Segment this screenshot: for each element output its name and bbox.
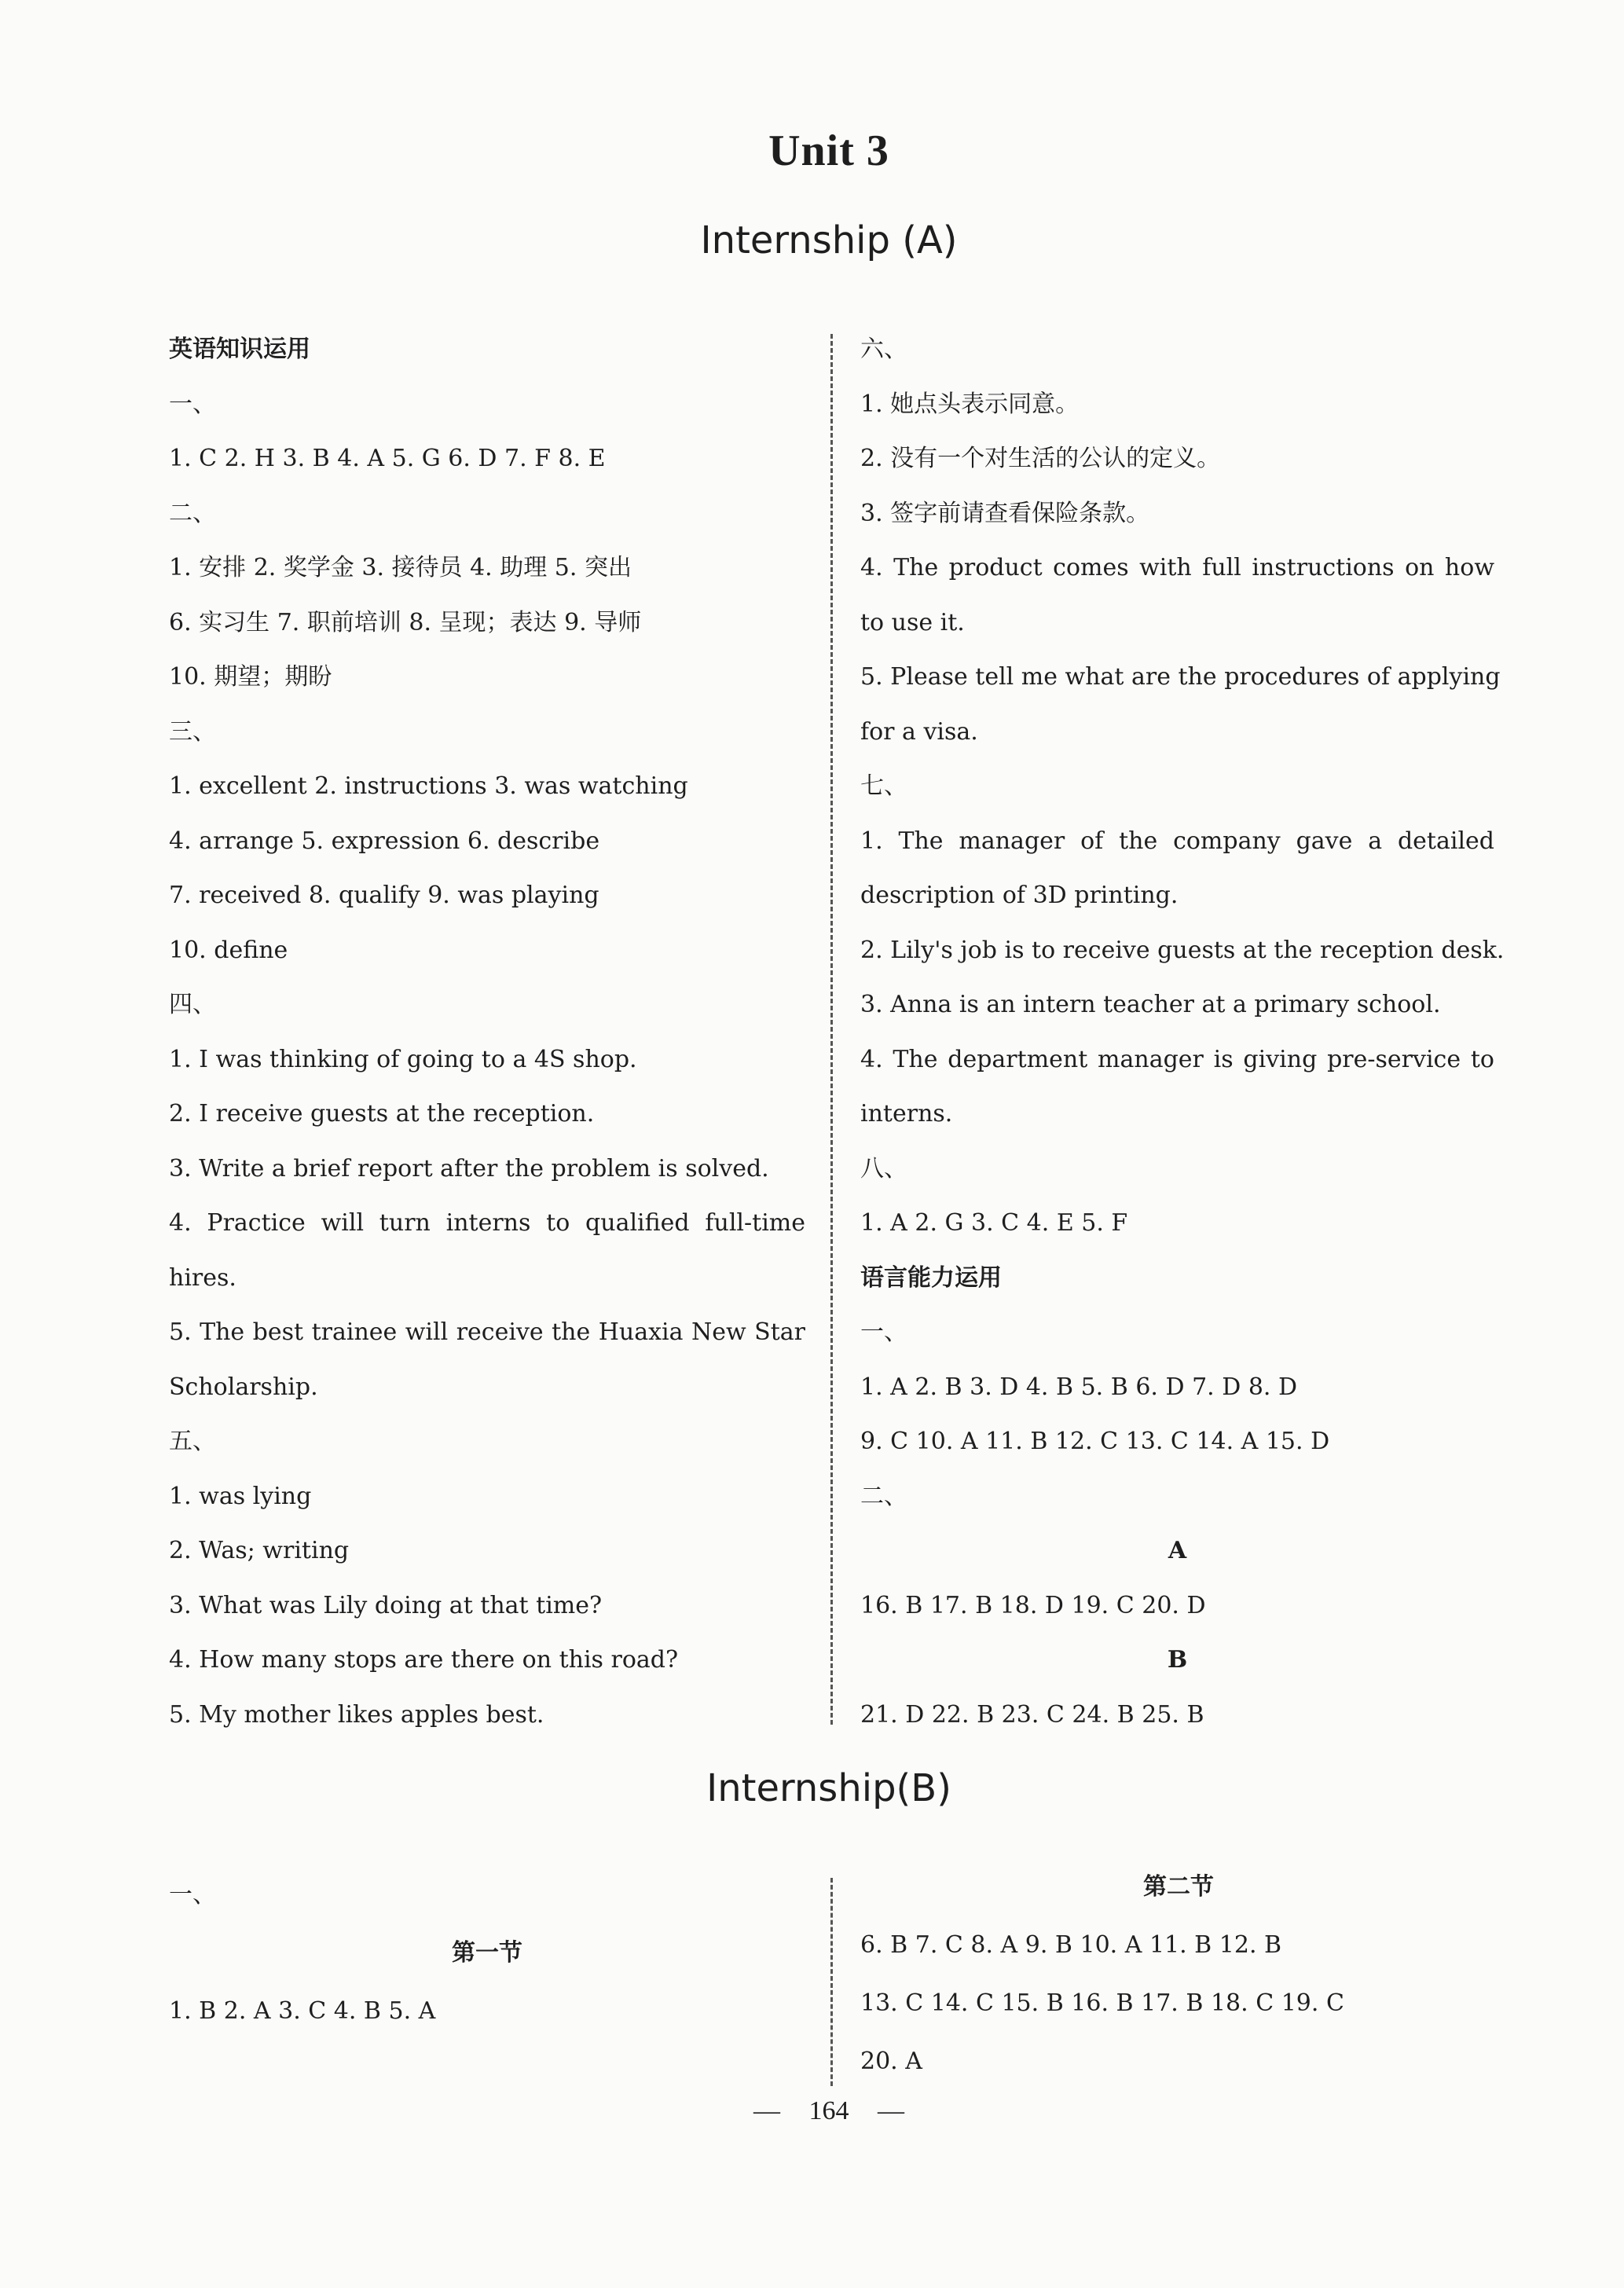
answer-line: 1. C 2. H 3. B 4. A 5. G 6. D 7. F 8. E: [169, 445, 606, 472]
page-number-dash-left: —: [753, 2096, 780, 2125]
answer-line: 2. Was; writing: [169, 1537, 350, 1564]
answer-line: 21. D 22. B 23. C 24. B 25. B: [860, 1700, 1204, 1729]
answer-line: 第二节: [1143, 1873, 1214, 1901]
answer-line: hires.: [169, 1263, 236, 1292]
answer-line: 1. A 2. B 3. D 4. B 5. B 6. D 7. D 8. D: [860, 1373, 1298, 1401]
answer-line: 5. Please tell me what are the procedures of applying: [860, 663, 1501, 691]
answer-line: 四、: [169, 991, 216, 1018]
answer-line: 4. The department manager is giving pre-service to: [860, 1045, 1494, 1073]
page-number-dash-right: —: [878, 2096, 904, 2125]
answer-line: 2. I receive guests at the reception.: [169, 1100, 595, 1128]
answer-line: 1. I was thinking of going to a 4S shop.: [169, 1045, 637, 1073]
answer-line: 4. Practice will turn interns to qualified full-time: [169, 1209, 805, 1237]
answer-line: 1. The manager of the company gave a detailed: [860, 827, 1494, 855]
answer-line: A: [1168, 1537, 1187, 1564]
answer-line: 16. B 17. B 18. D 19. C 20. D: [860, 1591, 1206, 1619]
answer-line: 6. 实习生 7. 职前培训 8. 呈现；表达 9. 导师: [169, 608, 642, 636]
answer-line: description of 3D printing.: [860, 882, 1179, 909]
answer-line: 1. was lying: [169, 1482, 312, 1510]
answer-line: 1. excellent 2. instructions 3. was watching: [169, 772, 688, 800]
answer-line: Scholarship.: [169, 1373, 318, 1401]
answer-line: 4. The product comes with full instructions on how: [860, 554, 1494, 581]
answer-line: 二、: [169, 499, 216, 527]
section-a-right-column: [860, 322, 1505, 1742]
answer-line: 5. The best trainee will receive the Huaxia New Star: [169, 1318, 805, 1346]
answer-line: 5. My mother likes apples best.: [169, 1700, 544, 1729]
page-number-value: 164: [808, 2096, 849, 2125]
answer-line: 八、: [860, 1154, 907, 1182]
answer-line: 七、: [860, 772, 907, 800]
answer-line: 10. define: [169, 936, 288, 964]
answer-line: 3. 签字前请查看保险条款。: [860, 499, 1150, 527]
unit-title: Unit 3: [768, 126, 889, 175]
answer-line: 2. Lily's job is to receive guests at the reception desk.: [860, 936, 1505, 964]
answer-line: 一、: [169, 390, 216, 418]
column-divider: [830, 334, 833, 1725]
section-a-left-column: [169, 322, 805, 1742]
answer-line: 五、: [169, 1428, 216, 1455]
answer-line: 3. Anna is an intern teacher at a primary school.: [860, 991, 1441, 1018]
answer-line: 9. C 10. A 11. B 12. C 13. C 14. A 15. D: [860, 1428, 1330, 1455]
answer-line: 六、: [860, 336, 907, 363]
section-a-title: Internship (A): [700, 218, 958, 262]
answer-line: for a visa.: [860, 717, 978, 746]
answer-line: 三、: [169, 717, 216, 746]
answer-line: 4. arrange 5. expression 6. describe: [169, 827, 600, 855]
answer-line: 4. How many stops are there on this road?: [169, 1646, 679, 1674]
answer-line: interns.: [860, 1100, 953, 1128]
section-b-title: Internship(B): [706, 1766, 951, 1810]
answer-line: 第一节: [452, 1939, 522, 1967]
page-number: [0, 2096, 1624, 2126]
section-b-left-column: [169, 1866, 805, 2040]
section-b-right-column: [860, 1858, 1497, 2091]
answer-line: 7. received 8. qualify 9. was playing: [169, 882, 599, 909]
answer-line: 二、: [860, 1482, 907, 1510]
answer-line: 13. C 14. C 15. B 16. B 17. B 18. C 19. C: [860, 1989, 1344, 2017]
answer-line: B: [1167, 1646, 1188, 1674]
answer-line: 10. 期望；期盼: [169, 663, 332, 691]
section-heading: 英语知识运用: [169, 336, 310, 363]
answer-line: 6. B 7. C 8. A 9. B 10. A 11. B 12. B: [860, 1931, 1282, 1959]
answer-line: 一、: [169, 1881, 216, 1908]
answer-line: 3. Write a brief report after the problem is solved.: [169, 1154, 769, 1182]
answer-line: to use it.: [860, 608, 965, 636]
answer-line: 1. 安排 2. 奖学金 3. 接待员 4. 助理 5. 突出: [169, 554, 632, 581]
answer-line: 20. A: [860, 2048, 922, 2075]
answer-line: 1. A 2. G 3. C 4. E 5. F: [860, 1209, 1128, 1237]
answer-line: 一、: [860, 1318, 907, 1346]
section-heading: 语言能力运用: [860, 1263, 1002, 1292]
answer-line: 1. 她点头表示同意。: [860, 390, 1080, 418]
column-divider-b: [830, 1878, 833, 2086]
answer-line: 1. B 2. A 3. C 4. B 5. A: [169, 1997, 436, 2025]
answer-line: 2. 没有一个对生活的公认的定义。: [860, 445, 1221, 472]
answer-line: 3. What was Lily doing at that time?: [169, 1591, 603, 1619]
